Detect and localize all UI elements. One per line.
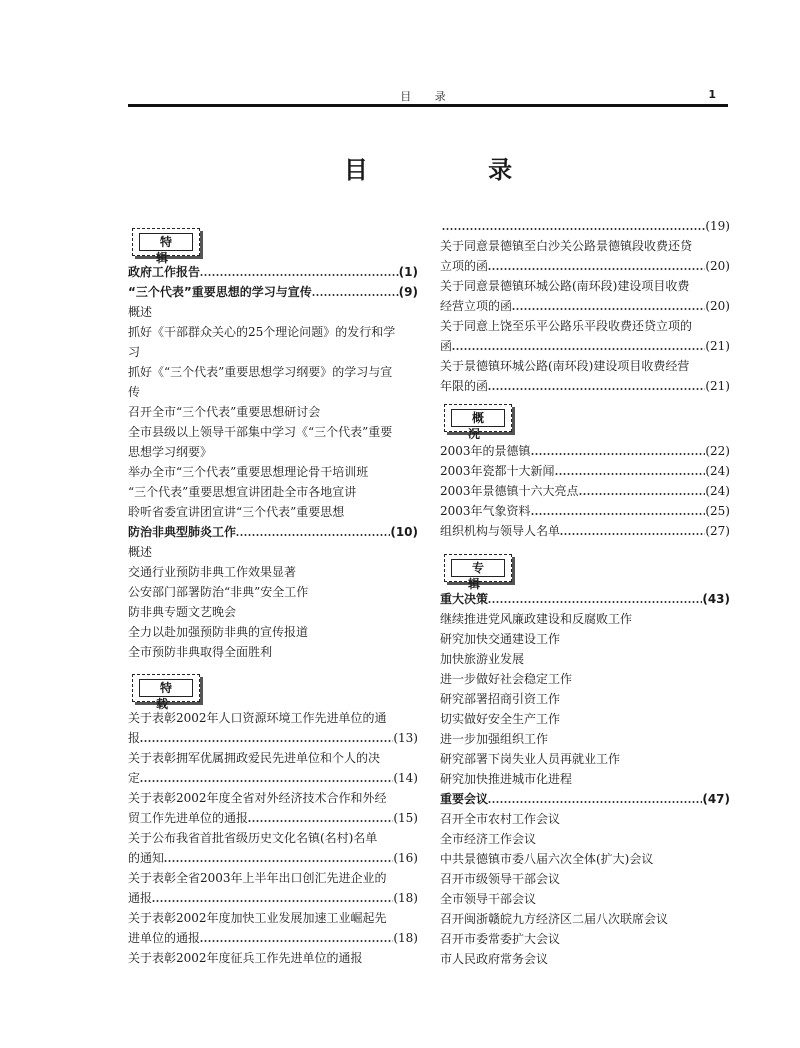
dot-leader [200, 928, 393, 948]
toc-entry-title: 交通行业预防非典工作效果显著 [128, 565, 297, 579]
page-number: 1 [708, 88, 716, 101]
toc-line [440, 669, 730, 689]
page-ref: (18) [393, 931, 418, 945]
toc-entry-title: 继续推进党风廉政建设和反腐败工作 [440, 612, 633, 626]
page-ref: (21) [705, 379, 730, 393]
toc-entry-title: 研究部署招商引资工作 [440, 692, 561, 706]
toc-entry-title: 市人民政府常务会议 [440, 952, 549, 966]
dot-leader [579, 481, 706, 501]
page-ref: (20) [705, 259, 730, 273]
dot-leader [200, 262, 399, 282]
page-ref: (1) [398, 265, 418, 279]
header-rule [128, 104, 728, 107]
toc-entry-title: 聆听省委宣讲团宣讲“三个代表”重要思想 [128, 505, 345, 519]
toc-line [440, 749, 730, 769]
dot-leader [248, 808, 393, 828]
toc-line [440, 909, 730, 929]
toc-entry-title: 关于同意景德镇至白沙关公路景德镇段收费还贷 [440, 239, 693, 253]
toc-entry-title: 研究加快交通建设工作 [440, 632, 561, 646]
toc-entry [128, 888, 418, 908]
page-ref: (22) [705, 444, 730, 458]
toc-entry-title: 召开全市“三个代表”重要思想研讨会 [128, 405, 321, 419]
toc-entry-title: 关于同意景德镇环城公路(南环段)建设项目收费 [440, 279, 690, 293]
toc-entry-title: 全市预防非典取得全面胜利 [128, 645, 273, 659]
toc-entry-title: 中共景德镇市委八届六次全体(扩大)会议 [440, 852, 654, 866]
toc-line [128, 582, 418, 602]
toc-entry [128, 728, 418, 748]
toc-entry-title: 关于公布我省首批省级历史文化名镇(名村)名单 [128, 831, 378, 845]
toc-entry [440, 296, 730, 316]
toc-entry-title: 关于表彰2002年人口资源环境工作先进单位的通 [128, 711, 387, 725]
dot-leader [312, 282, 399, 302]
running-title: 目 录 [400, 90, 456, 103]
page-title: 目 录 [343, 156, 569, 184]
toc-line [128, 502, 418, 522]
toc-line [128, 362, 418, 382]
toc-entry [440, 376, 730, 396]
toc-entry-title: 组织机构与领导人名单 [440, 524, 561, 538]
toc-line [440, 769, 730, 789]
toc-line [128, 442, 418, 462]
toc-entry-title: 进一步做好社会稳定工作 [440, 672, 573, 686]
toc-entry-title: 全市经济工作会议 [440, 832, 537, 846]
toc-entry-title: 2003年景德镇十六大亮点 [440, 484, 579, 498]
section-header-label: 概 况 [451, 409, 505, 427]
toc-entry [440, 461, 730, 481]
toc-line [128, 462, 418, 482]
section-header [132, 674, 200, 711]
dot-leader [512, 296, 705, 316]
toc-entry-title: 2003年瓷都十大新闻 [440, 464, 555, 478]
toc-entry-title: 召开市委常委扩大会议 [440, 932, 561, 946]
page-ref: (16) [393, 851, 418, 865]
toc-line [128, 542, 418, 562]
page-ref: (43) [702, 592, 730, 606]
toc-line [128, 708, 418, 728]
toc-entry-title: 关于表彰2002年度加快工业发展加速工业崛起先 [128, 911, 387, 925]
dot-leader [488, 256, 705, 276]
dot-leader [488, 789, 702, 809]
toc-line [440, 276, 730, 296]
dot-leader [531, 441, 706, 461]
toc-entry [440, 789, 730, 809]
toc-entry-title: 切实做好安全生产工作 [440, 712, 561, 726]
section-header-label: 特 载 [139, 679, 193, 697]
toc-entry [440, 336, 730, 356]
toc-line [440, 849, 730, 869]
page-ref: (13) [393, 731, 418, 745]
toc-entry-title: 关于景德镇环城公路(南环段)建设项目收费经营 [440, 359, 690, 373]
toc-line [128, 828, 418, 848]
toc-entry [440, 481, 730, 501]
toc-line [128, 868, 418, 888]
toc-entry-title: 研究加快推进城市化进程 [440, 772, 573, 786]
toc-line [128, 748, 418, 768]
page-ref: (27) [705, 524, 730, 538]
toc-entry-title: 2003年的景德镇 [440, 444, 531, 458]
toc-line [440, 236, 730, 256]
toc-entry-title: 概述 [128, 545, 153, 559]
toc-entry-title: 研究部署下岗失业人员再就业工作 [440, 752, 621, 766]
toc-line [440, 889, 730, 909]
toc-entry-title: 2003年气象资料 [440, 504, 531, 518]
toc-entry-title: 抓好《“三个代表”重要思想学习纲要》的学习与宣 [128, 365, 393, 379]
toc-entry-title: 政府工作报告 [128, 265, 201, 279]
toc-entry-title: 全力以赴加强预防非典的宣传报道 [128, 625, 309, 639]
toc-entry [128, 848, 418, 868]
toc-line [128, 562, 418, 582]
toc-entry [128, 928, 418, 948]
dot-leader [560, 521, 705, 541]
toc-entry-title: “三个代表”重要思想的学习与宣传 [128, 285, 312, 299]
toc-line [128, 422, 418, 442]
toc-entry [440, 521, 730, 541]
dot-leader [140, 728, 393, 748]
toc-line [440, 949, 730, 969]
toc-entry-title: 思想学习纲要》 [128, 445, 213, 459]
toc-entry-title: 关于表彰2002年度全省对外经济技术合作和外经 [128, 791, 387, 805]
toc-line [440, 316, 730, 336]
page-ref: (24) [705, 464, 730, 478]
page-ref: (47) [702, 792, 730, 806]
dot-leader [555, 461, 706, 481]
toc-line [128, 948, 418, 968]
toc-entry-title: 防治非典型肺炎工作 [128, 525, 237, 539]
toc-entry-title: 定 [128, 771, 141, 785]
page-ref: (15) [393, 811, 418, 825]
toc-entry-title: 函 [440, 339, 453, 353]
toc-entry-title: 进一步加强组织工作 [440, 732, 549, 746]
toc-line [440, 649, 730, 669]
toc-entry [128, 808, 418, 828]
toc-entry-title: 传 [128, 385, 141, 399]
toc-entry-title: 全市领导干部会议 [440, 892, 537, 906]
page-ref: (10) [390, 525, 418, 539]
toc-entry-title: 重要会议 [440, 792, 489, 806]
toc-entry-title: 举办全市“三个代表”重要思想理论骨干培训班 [128, 465, 369, 479]
toc-entry-title: 概述 [128, 305, 153, 319]
toc-entry [128, 282, 418, 302]
toc-line [440, 629, 730, 649]
section-header [444, 554, 512, 591]
toc-entry-title: 关于表彰全省2003年上半年出口创汇先进企业的 [128, 871, 387, 885]
dot-leader [488, 376, 705, 396]
toc-entry-title: “三个代表”重要思想宣讲团赴全市各地宣讲 [128, 485, 357, 499]
toc-entry-title: 的通知 [128, 851, 165, 865]
toc-line [128, 788, 418, 808]
toc-line [128, 402, 418, 422]
toc-entry-title: 年限的函 [440, 379, 489, 393]
toc-line [440, 356, 730, 376]
dot-leader [442, 216, 705, 236]
dot-leader [236, 522, 390, 542]
toc-entry [440, 501, 730, 521]
toc-entry-title: 召开市级领导干部会议 [440, 872, 561, 886]
section-header-label: 特 辑 [139, 233, 193, 251]
toc-line [128, 602, 418, 622]
toc-line [440, 689, 730, 709]
toc-entry-title: 防非典专题文艺晚会 [128, 605, 237, 619]
dot-leader [140, 768, 393, 788]
toc-entry-title: 习 [128, 345, 141, 359]
page-ref: (21) [705, 339, 730, 353]
toc-entry-title: 重大决策 [440, 592, 489, 606]
toc-line [440, 869, 730, 889]
toc-entry-title: 经营立项的函 [440, 299, 513, 313]
toc-entry-title: 立项的函 [440, 259, 489, 273]
toc-line [128, 482, 418, 502]
toc-entry [440, 256, 730, 276]
dot-leader [152, 888, 393, 908]
toc-line [440, 829, 730, 849]
toc-line [440, 729, 730, 749]
toc-line [128, 642, 418, 662]
page-ref: (18) [393, 891, 418, 905]
toc-entry-title: 加快旅游业发展 [440, 652, 525, 666]
section-header [132, 228, 200, 265]
dot-leader [164, 848, 393, 868]
toc-line [440, 809, 730, 829]
toc-entry-title: 抓好《干部群众关心的25个理论问题》的发行和学 [128, 325, 396, 339]
toc-entry [440, 441, 730, 461]
toc-entry-title: 公安部门部署防治“非典”安全工作 [128, 585, 309, 599]
page-ref: (25) [705, 504, 730, 518]
page-ref: (14) [393, 771, 418, 785]
toc-line [128, 342, 418, 362]
toc-entry [128, 522, 418, 542]
toc-line [440, 709, 730, 729]
toc-entry [440, 589, 730, 609]
section-header [444, 404, 512, 441]
toc-entry-title: 报 [128, 731, 141, 745]
page-ref: (9) [398, 285, 418, 299]
toc-entry-title: 关于表彰拥军优属拥政爱民先进单位和个人的决 [128, 751, 381, 765]
page-ref: (24) [705, 484, 730, 498]
toc-entry [128, 262, 418, 282]
toc-line [128, 622, 418, 642]
toc-entry-title: 召开闽浙赣皖九方经济区二届八次联席会议 [440, 912, 669, 926]
toc-line [440, 609, 730, 629]
toc-entry [128, 768, 418, 788]
dot-leader [531, 501, 706, 521]
toc-entry-title: 进单位的通报 [128, 931, 201, 945]
toc-entry-title: 关于同意上饶至乐平公路乐平段收费还贷立项的 [440, 319, 693, 333]
toc-line [128, 908, 418, 928]
toc-line [440, 929, 730, 949]
toc-line [128, 302, 418, 322]
toc-entry-title: 贸工作先进单位的通报 [128, 811, 249, 825]
toc-line [128, 322, 418, 342]
toc-line [128, 382, 418, 402]
toc-entry-title: 通报 [128, 891, 153, 905]
section-header-label: 专 辑 [451, 559, 505, 577]
toc-entry-title: 关于表彰2002年度征兵工作先进单位的通报 [128, 951, 363, 965]
page-ref: (19) [705, 219, 730, 233]
page-ref: (20) [705, 299, 730, 313]
toc-entry [440, 216, 730, 236]
dot-leader [488, 589, 702, 609]
dot-leader [452, 336, 705, 356]
toc-entry-title: 召开全市农村工作会议 [440, 812, 561, 826]
toc-entry-title: 全市县级以上领导干部集中学习《“三个代表”重要 [128, 425, 393, 439]
